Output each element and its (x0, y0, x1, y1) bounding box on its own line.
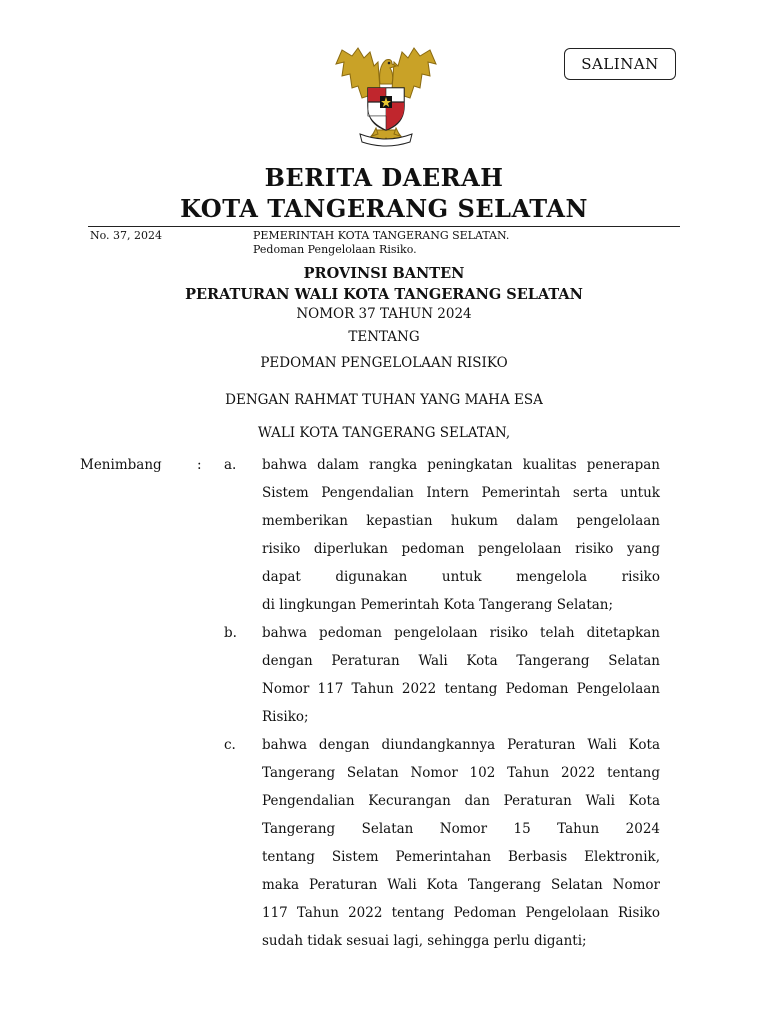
authority: WALI KOTA TANGERANG SELATAN, (257, 425, 511, 441)
preamble: DENGAN RAHMAT TUHAN YANG MAHA ESA (225, 392, 543, 408)
province-heading: PROVINSI BANTEN (303, 265, 465, 282)
item-line: di lingkungan Pemerintah Kota Tangerang Selatan; (262, 597, 614, 613)
item-line: bahwa dengan diundangkannya Peraturan Wali Kota (262, 737, 660, 753)
item-line: dapat digunakan untuk mengelola risiko (262, 569, 660, 585)
item-marker-c: c. (224, 737, 236, 753)
header-divider (88, 226, 680, 227)
considering-label: Menimbang (80, 457, 162, 473)
item-line: Tangerang Selatan Nomor 15 Tahun 2024 (262, 821, 660, 837)
item-line: dengan Peraturan Wali Kota Tangerang Selatan (262, 653, 660, 669)
garuda-emblem-icon (318, 44, 454, 152)
regulation-topic: PEDOMAN PENGELOLAAN RISIKO (260, 355, 508, 371)
item-line: maka Peraturan Wali Kota Tangerang Selatan Nomor (262, 877, 660, 893)
gazette-subject: Pedoman Pengelolaan Risiko. (253, 243, 417, 256)
item-line: Nomor 117 Tahun 2022 tentang Pedoman Pengelolaan (262, 681, 660, 697)
item-marker-a: a. (224, 457, 237, 473)
considering-colon: : (197, 457, 202, 473)
regulation-about: TENTANG (348, 329, 420, 345)
item-line: tentang Sistem Pemerintahan Berbasis Elektronik, (262, 849, 660, 865)
gazette-title: BERITA DAERAH (264, 163, 504, 192)
regulation-title: PERATURAN WALI KOTA TANGERANG SELATAN (185, 286, 583, 303)
item-marker-b: b. (224, 625, 237, 641)
regulation-number: NOMOR 37 TAHUN 2024 (296, 306, 472, 322)
item-line: bahwa pedoman pengelolaan risiko telah ditetapkan (262, 625, 660, 641)
gazette-issuer: PEMERINTAH KOTA TANGERANG SELATAN. (253, 229, 510, 242)
item-line: Pengendalian Kecurangan dan Peraturan Wali Kota (262, 793, 660, 809)
copy-stamp: SALINAN (564, 48, 676, 80)
item-line: risiko diperlukan pedoman pengelolaan risiko yang (262, 541, 660, 557)
item-line: Risiko; (262, 709, 309, 725)
item-line: bahwa dalam rangka peningkatan kualitas penerapan (262, 457, 660, 473)
item-line: sudah tidak sesuai lagi, sehingga perlu diganti; (262, 933, 587, 949)
item-line: Sistem Pengendalian Intern Pemerintah serta untuk (262, 485, 660, 501)
gazette-city-title: KOTA TANGERANG SELATAN (180, 194, 588, 223)
gazette-number: No. 37, 2024 (90, 229, 163, 242)
considering-item-a (262, 451, 660, 619)
item-line: 117 Tahun 2022 tentang Pedoman Pengelolaan Risiko (262, 905, 660, 921)
item-line: memberikan kepastian hukum dalam pengelolaan (262, 513, 660, 529)
considering-item-c (262, 731, 660, 955)
considering-item-b (262, 619, 660, 731)
item-line: Tangerang Selatan Nomor 102 Tahun 2022 tentang (262, 765, 660, 781)
